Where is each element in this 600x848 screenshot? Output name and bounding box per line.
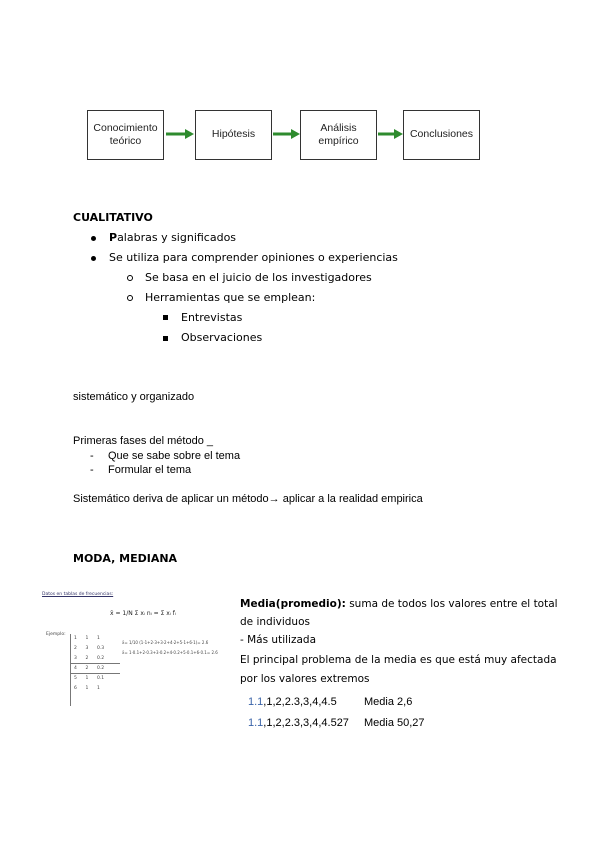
- example-2-media: Media 50,27: [364, 717, 425, 729]
- image-table-rule: [70, 673, 120, 674]
- square-bullet-icon: [163, 336, 168, 341]
- bullet-icon: [91, 256, 96, 261]
- note-sistematico-deriva: Sistemático deriva de aplicar un método→ aplicar a la realidad empirica: [73, 493, 423, 505]
- note-dash-sabe: Que se sabe sobre el tema: [108, 450, 241, 462]
- subsub-entrevistas: Entrevistas: [181, 311, 243, 324]
- circle-bullet-icon: [127, 295, 133, 301]
- example-2: [248, 717, 349, 729]
- example-1-values: ,1,2,2.3,3,4,4.5: [263, 696, 337, 708]
- sub-bullet-herramientas: Herramientas que se emplean:: [145, 291, 316, 304]
- dash-marker: -: [90, 450, 94, 462]
- example-1: [248, 696, 337, 708]
- image-caption: Datos en tablas de frecuencias:: [42, 592, 114, 597]
- example-1-media: Media 2,6: [364, 696, 413, 708]
- image-row: 6 1 1: [74, 686, 100, 691]
- arrow-3: [377, 128, 404, 140]
- image-formula: x̄ = 1/N Σ xᵢ nᵢ = Σ xᵢ fᵢ: [110, 610, 176, 617]
- example-1-highlight: 1.1: [248, 696, 264, 708]
- image-table-rule: [70, 634, 71, 706]
- image-side-label: Ejemplo:: [46, 632, 66, 637]
- sub-bullet-juicio: Se basa en el juicio de los investigadores: [145, 271, 372, 284]
- arrow-2: [272, 128, 301, 140]
- square-bullet-icon: [163, 315, 168, 320]
- bullet-comprender: Se utiliza para comprender opiniones o experiencias: [109, 251, 398, 264]
- node-hipotesis: [195, 110, 272, 160]
- node-conocimiento: [87, 110, 164, 160]
- image-row: 4 2 0.2: [74, 666, 105, 671]
- media-definition: [240, 598, 558, 610]
- image-calc-2: x̄= 1·0.1+2·0.3+3·0.2+4·0.2+5·0.1+6·0.1= 2.6: [122, 650, 218, 655]
- image-row: 1 1 1: [74, 636, 100, 641]
- bullet-palabras: [109, 231, 236, 244]
- section-heading-moda: MODA, MEDIANA: [73, 552, 178, 565]
- bold-initial: P: [109, 231, 118, 244]
- arrow-1: [165, 128, 195, 140]
- dash-marker: -: [90, 464, 94, 476]
- section-heading-cualitativo: CUALITATIVO: [73, 211, 153, 224]
- example-2-highlight: 1.1: [248, 717, 264, 729]
- formula-table-image: [42, 592, 234, 707]
- media-def-text: suma de todos los valores entre el total: [345, 598, 558, 610]
- mas-utilizada: - Más utilizada: [240, 634, 316, 646]
- note-dash-formular: Formular el tema: [108, 464, 192, 476]
- node-label: Conclusiones: [409, 128, 474, 141]
- subsub-observaciones: Observaciones: [181, 331, 263, 344]
- media-problem: El principal problema de la media es que está muy afectada: [240, 654, 557, 666]
- bullet-text: alabras y significados: [117, 231, 237, 244]
- node-label: Conocimiento teórico: [93, 121, 158, 147]
- node-analisis: [300, 110, 377, 160]
- image-row: 3 2 0.2: [74, 656, 105, 661]
- node-label: Análisis empírico: [318, 121, 359, 147]
- media-definition-cont: de individuos: [240, 616, 310, 628]
- bullet-icon: [91, 236, 96, 241]
- image-row: 2 3 0.3: [74, 646, 105, 651]
- node-label: Hipótesis: [211, 128, 256, 141]
- note-sistematico: sistemático y organizado: [73, 391, 195, 403]
- media-problem-cont: por los valores extremos: [240, 673, 370, 685]
- example-2-values: ,1,2,2.3,3,4,4.527: [263, 717, 349, 729]
- node-conclusiones: [403, 110, 480, 160]
- image-calc-1: x̄= 1/10 (1·1+2·3+3·2+4·2+5·1+6·1)= 2.6: [122, 640, 209, 645]
- image-row: 5 1 0.1: [74, 676, 105, 681]
- note-primeras-fases: Primeras fases del método _: [73, 435, 214, 447]
- circle-bullet-icon: [127, 275, 133, 281]
- media-label: Media(promedio):: [240, 598, 346, 610]
- image-table-rule: [70, 663, 120, 664]
